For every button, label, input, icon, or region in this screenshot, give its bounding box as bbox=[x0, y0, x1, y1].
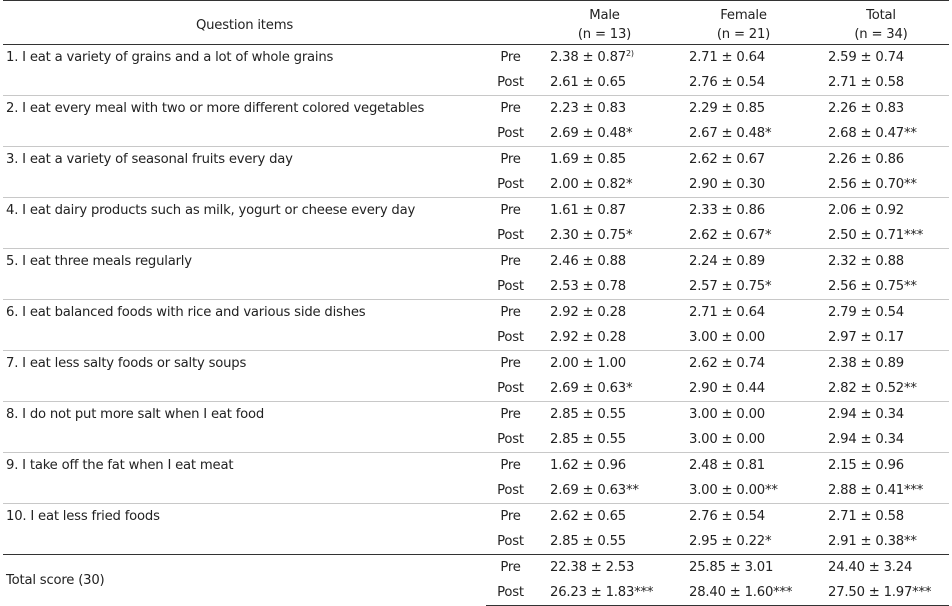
value-female bbox=[674, 223, 813, 249]
value-female bbox=[674, 478, 813, 504]
value-male bbox=[535, 223, 674, 249]
question-item-label: 6. I eat balanced foods with rice and various side dishes bbox=[3, 300, 486, 326]
value-text: 1.69 ± 0.85 bbox=[550, 152, 626, 167]
value-text: 2.71 ± 0.64 bbox=[689, 305, 765, 320]
value-text: 2.57 ± 0.75* bbox=[689, 279, 772, 294]
value-male bbox=[535, 453, 674, 479]
phase-pre: Pre bbox=[486, 504, 535, 530]
value-text: 27.50 ± 1.97*** bbox=[828, 585, 932, 600]
value-text: 2.94 ± 0.34 bbox=[828, 432, 904, 447]
value-text: 2.48 ± 0.81 bbox=[689, 458, 765, 473]
phase-post: Post bbox=[497, 279, 524, 294]
empty-cell bbox=[3, 325, 486, 351]
phase-post: Post bbox=[497, 75, 524, 90]
phase-pre: Pre bbox=[486, 249, 535, 275]
value-female bbox=[674, 70, 813, 96]
table-row bbox=[3, 198, 949, 224]
value-text: 2.69 ± 0.48* bbox=[550, 126, 633, 141]
phase-post: Post bbox=[497, 534, 524, 549]
value-text: 2.69 ± 0.63* bbox=[550, 381, 633, 396]
female-n: (n = 21) bbox=[716, 27, 771, 42]
question-item-label: 10. I eat less fried foods bbox=[3, 504, 486, 530]
value-female bbox=[674, 249, 813, 275]
value-text: 2.53 ± 0.78 bbox=[550, 279, 626, 294]
footnote-marker: 2) bbox=[625, 49, 634, 58]
value-text: 2.24 ± 0.89 bbox=[689, 254, 765, 269]
value-female bbox=[674, 453, 813, 479]
value-text: 2.50 ± 0.71*** bbox=[828, 228, 924, 243]
value-total bbox=[813, 45, 949, 71]
value-total bbox=[813, 351, 949, 377]
value-text: 2.62 ± 0.67* bbox=[689, 228, 772, 243]
value-text: 1.62 ± 0.96 bbox=[550, 458, 626, 473]
question-items-header: Question items bbox=[195, 17, 294, 33]
value-female bbox=[674, 376, 813, 402]
value-male bbox=[535, 376, 674, 402]
value-text: 2.79 ± 0.54 bbox=[828, 305, 904, 320]
question-item-label: 3. I eat a variety of seasonal fruits every day bbox=[3, 147, 486, 173]
question-item-label: 7. I eat less salty foods or salty soups bbox=[3, 351, 486, 377]
total-n: (n = 34) bbox=[854, 27, 908, 42]
value-text: 2.95 ± 0.22* bbox=[689, 534, 772, 549]
value-text: 2.61 ± 0.65 bbox=[550, 75, 626, 90]
table-body bbox=[3, 45, 949, 606]
female-header: Female bbox=[720, 8, 767, 23]
value-total bbox=[813, 121, 949, 147]
phase-header bbox=[486, 1, 535, 45]
value-total bbox=[813, 376, 949, 402]
value-male bbox=[535, 300, 674, 326]
phase-pre: Pre bbox=[486, 555, 535, 581]
table-row bbox=[3, 402, 949, 428]
value-male bbox=[535, 198, 674, 224]
table-row bbox=[3, 249, 949, 275]
value-total bbox=[813, 504, 949, 530]
value-text: 2.32 ± 0.88 bbox=[828, 254, 904, 269]
table-row bbox=[3, 96, 949, 122]
value-text: 2.69 ± 0.63** bbox=[550, 483, 639, 498]
value-text: 2.29 ± 0.85 bbox=[689, 101, 765, 116]
value-text: 2.23 ± 0.83 bbox=[550, 101, 626, 116]
value-text: 28.40 ± 1.60*** bbox=[689, 585, 793, 600]
value-male bbox=[535, 45, 674, 71]
value-text: 2.90 ± 0.30 bbox=[689, 177, 765, 192]
value-female bbox=[674, 504, 813, 530]
phase-pre: Pre bbox=[486, 198, 535, 224]
value-female bbox=[674, 427, 813, 453]
value-text: 2.71 ± 0.58 bbox=[828, 75, 904, 90]
value-text: 1.61 ± 0.87 bbox=[550, 203, 626, 218]
value-total bbox=[813, 427, 949, 453]
value-male bbox=[535, 402, 674, 428]
empty-cell bbox=[3, 478, 486, 504]
empty-cell bbox=[3, 223, 486, 249]
value-text: 2.38 ± 0.87 bbox=[550, 50, 626, 65]
value-male bbox=[535, 274, 674, 300]
empty-cell bbox=[3, 529, 486, 555]
table-row bbox=[3, 478, 949, 504]
value-total bbox=[813, 555, 949, 581]
value-text: 2.56 ± 0.70** bbox=[828, 177, 917, 192]
table-row bbox=[3, 453, 949, 479]
value-text: 2.71 ± 0.64 bbox=[689, 50, 765, 65]
phase-post: Post bbox=[497, 483, 524, 498]
value-text: 25.85 ± 3.01 bbox=[689, 560, 774, 575]
value-female bbox=[674, 402, 813, 428]
value-text: 2.82 ± 0.52** bbox=[828, 381, 917, 396]
value-female bbox=[674, 121, 813, 147]
value-text: 2.62 ± 0.74 bbox=[689, 356, 765, 371]
empty-cell bbox=[3, 274, 486, 300]
value-female bbox=[674, 300, 813, 326]
table-row bbox=[3, 121, 949, 147]
value-female bbox=[674, 274, 813, 300]
value-text: 2.56 ± 0.75** bbox=[828, 279, 917, 294]
value-male bbox=[535, 427, 674, 453]
value-text: 2.85 ± 0.55 bbox=[550, 432, 626, 447]
value-text: 2.91 ± 0.38** bbox=[828, 534, 917, 549]
value-total bbox=[813, 172, 949, 198]
table-row bbox=[3, 45, 949, 71]
value-total bbox=[813, 96, 949, 122]
empty-cell bbox=[3, 427, 486, 453]
value-male bbox=[535, 121, 674, 147]
phase-pre: Pre bbox=[486, 147, 535, 173]
value-text: 2.59 ± 0.74 bbox=[828, 50, 904, 65]
question-item-label: 4. I eat dairy products such as milk, yogurt or cheese every day bbox=[3, 198, 486, 224]
value-total bbox=[813, 147, 949, 173]
value-female bbox=[674, 325, 813, 351]
value-total bbox=[813, 223, 949, 249]
empty-cell bbox=[3, 376, 486, 402]
table-row bbox=[3, 147, 949, 173]
value-text: 2.30 ± 0.75* bbox=[550, 228, 633, 243]
phase-post: Post bbox=[497, 432, 524, 447]
value-text: 2.33 ± 0.86 bbox=[689, 203, 765, 218]
value-text: 2.68 ± 0.47** bbox=[828, 126, 917, 141]
value-text: 2.00 ± 1.00 bbox=[550, 356, 626, 371]
value-total bbox=[813, 300, 949, 326]
question-item-label: 1. I eat a variety of grains and a lot of whole grains bbox=[6, 50, 334, 65]
value-male bbox=[535, 96, 674, 122]
male-n: (n = 13) bbox=[577, 27, 632, 42]
value-male bbox=[535, 529, 674, 555]
value-text: 2.94 ± 0.34 bbox=[828, 407, 904, 422]
value-text: 2.76 ± 0.54 bbox=[689, 75, 765, 90]
value-text: 3.00 ± 0.00 bbox=[689, 330, 765, 345]
table-row bbox=[3, 274, 949, 300]
value-female bbox=[674, 351, 813, 377]
value-text: 2.88 ± 0.41*** bbox=[828, 483, 924, 498]
results-table bbox=[3, 0, 949, 606]
empty-cell bbox=[3, 121, 486, 147]
table-row bbox=[3, 223, 949, 249]
value-total bbox=[813, 198, 949, 224]
value-text: 2.67 ± 0.48* bbox=[689, 126, 772, 141]
empty-cell bbox=[3, 70, 486, 96]
question-item-label: 5. I eat three meals regularly bbox=[3, 249, 486, 275]
phase-post: Post bbox=[497, 126, 524, 141]
phase-post: Post bbox=[497, 177, 524, 192]
value-text: 2.85 ± 0.55 bbox=[550, 534, 626, 549]
value-text: 2.97 ± 0.17 bbox=[828, 330, 904, 345]
value-text: 2.15 ± 0.96 bbox=[828, 458, 904, 473]
value-text: 2.76 ± 0.54 bbox=[689, 509, 765, 524]
phase-post: Post bbox=[497, 330, 524, 345]
question-item-label: 2. I eat every meal with two or more different colored vegetables bbox=[3, 96, 486, 122]
total-row bbox=[3, 555, 949, 581]
table-header bbox=[3, 1, 949, 45]
value-text: 2.38 ± 0.89 bbox=[828, 356, 904, 371]
value-text: 3.00 ± 0.00 bbox=[689, 432, 765, 447]
value-male bbox=[535, 351, 674, 377]
value-female bbox=[674, 45, 813, 71]
value-text: 2.00 ± 0.82* bbox=[550, 177, 633, 192]
table-row bbox=[3, 529, 949, 555]
value-male bbox=[535, 70, 674, 96]
value-text: 3.00 ± 0.00** bbox=[689, 483, 778, 498]
table-row bbox=[3, 172, 949, 198]
value-female bbox=[674, 529, 813, 555]
table-row bbox=[3, 325, 949, 351]
value-text: 24.40 ± 3.24 bbox=[828, 560, 913, 575]
value-male bbox=[535, 325, 674, 351]
table-row bbox=[3, 351, 949, 377]
value-total bbox=[813, 453, 949, 479]
value-total bbox=[813, 402, 949, 428]
value-female bbox=[674, 172, 813, 198]
phase-post: Post bbox=[497, 228, 524, 243]
empty-cell bbox=[3, 172, 486, 198]
value-text: 2.92 ± 0.28 bbox=[550, 305, 626, 320]
table-row bbox=[3, 427, 949, 453]
table-row bbox=[3, 70, 949, 96]
table-row bbox=[3, 504, 949, 530]
phase-post: Post bbox=[497, 381, 524, 396]
phase-pre: Pre bbox=[500, 50, 521, 65]
value-text: 2.46 ± 0.88 bbox=[550, 254, 626, 269]
value-total bbox=[813, 529, 949, 555]
value-female bbox=[674, 555, 813, 581]
value-male bbox=[535, 147, 674, 173]
value-text: 2.90 ± 0.44 bbox=[689, 381, 765, 396]
total-score-label: Total score (30) bbox=[3, 555, 486, 606]
phase-pre: Pre bbox=[486, 453, 535, 479]
phase-pre: Pre bbox=[486, 351, 535, 377]
total-header: Total bbox=[866, 8, 896, 23]
phase-pre: Pre bbox=[486, 300, 535, 326]
phase-post: Post bbox=[486, 580, 535, 606]
value-text: 2.26 ± 0.83 bbox=[828, 101, 904, 116]
value-total bbox=[813, 249, 949, 275]
value-female bbox=[674, 147, 813, 173]
value-text: 2.92 ± 0.28 bbox=[550, 330, 626, 345]
value-female bbox=[674, 198, 813, 224]
value-text: 2.26 ± 0.86 bbox=[828, 152, 904, 167]
value-text: 2.85 ± 0.55 bbox=[550, 407, 626, 422]
value-male bbox=[535, 172, 674, 198]
value-male bbox=[535, 555, 674, 581]
value-male bbox=[535, 478, 674, 504]
question-item-label: 9. I take off the fat when I eat meat bbox=[3, 453, 486, 479]
value-text: 2.06 ± 0.92 bbox=[828, 203, 904, 218]
value-text: 2.71 ± 0.58 bbox=[828, 509, 904, 524]
value-male bbox=[535, 504, 674, 530]
table-row bbox=[3, 300, 949, 326]
value-female bbox=[674, 96, 813, 122]
value-text: 2.62 ± 0.67 bbox=[689, 152, 765, 167]
value-text: 26.23 ± 1.83*** bbox=[550, 585, 654, 600]
value-text: 22.38 ± 2.53 bbox=[550, 560, 635, 575]
value-text: 3.00 ± 0.00 bbox=[689, 407, 765, 422]
male-header: Male bbox=[589, 8, 620, 23]
phase-pre: Pre bbox=[486, 402, 535, 428]
value-male bbox=[535, 249, 674, 275]
value-total bbox=[813, 325, 949, 351]
value-text: 2.62 ± 0.65 bbox=[550, 509, 626, 524]
value-total bbox=[813, 478, 949, 504]
phase-pre: Pre bbox=[486, 96, 535, 122]
table-row bbox=[3, 376, 949, 402]
value-total bbox=[813, 274, 949, 300]
question-item-label: 8. I do not put more salt when I eat food bbox=[3, 402, 486, 428]
value-total bbox=[813, 70, 949, 96]
